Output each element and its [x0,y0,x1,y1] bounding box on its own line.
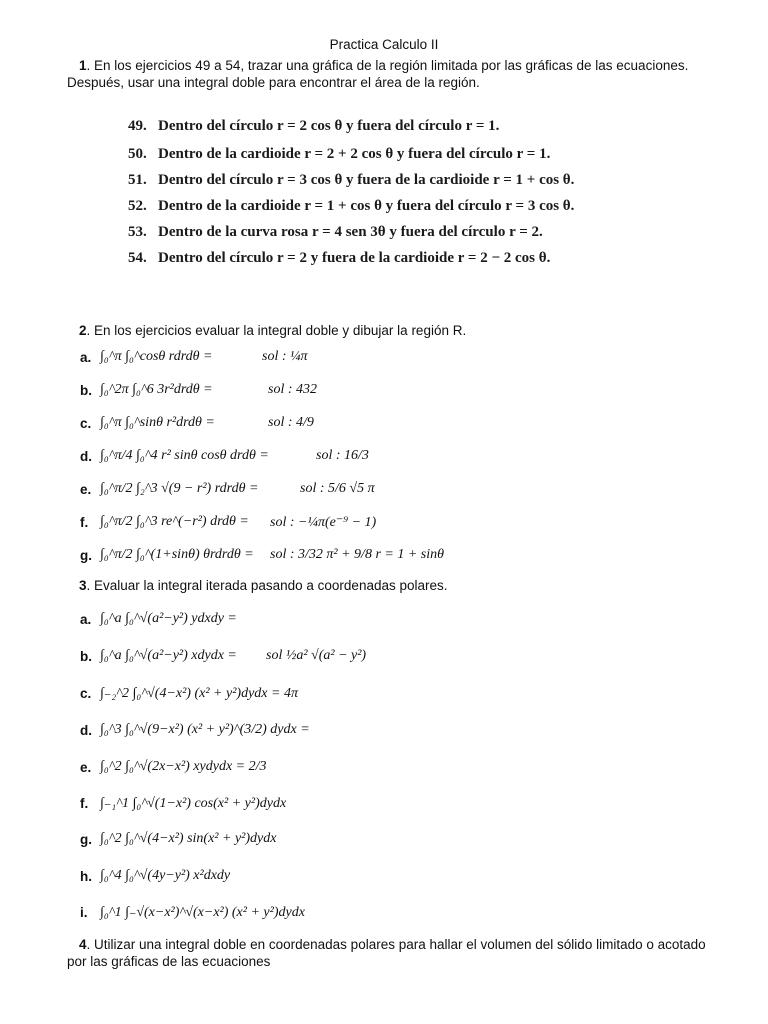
exercise-text: Dentro del círculo r = 2 cos θ y fuera del círculo r = 1. [158,118,500,134]
s3-item-e [80,752,267,782]
item-label: e. [80,481,92,497]
exercise-text: Dentro del círculo r = 3 cos θ y fuera de la cardioide r = 1 + cos θ. [158,172,575,188]
integral-expression: ∫₀^2 ∫₀^√(2x−x²) xydydx = 2/3 [100,759,267,774]
exercise-text: Dentro de la cardioide r = 1 + cos θ y fuera del círculo r = 3 cos θ. [158,198,575,214]
s3-item-b [80,641,237,671]
item-label: g. [80,831,92,847]
s2-item-d [80,441,269,471]
integral-expression: ∫₀^π/2 ∫₀^(1+sinθ) θrdrdθ = [100,547,254,562]
section-3-heading [67,577,707,594]
s2-solution-e: sol : 5/6 √5 π [300,481,375,496]
item-label: e. [80,759,92,775]
item-label: f. [80,795,89,811]
integral-expression: ∫₀^a ∫₀^√(a²−y²) xdydx = [100,648,237,663]
exercise-52 [128,194,608,218]
item-label: c. [80,415,92,431]
item-label: b. [80,648,92,664]
integral-expression: ∫₀^π ∫₀^sinθ r²drdθ = [100,415,215,430]
exercise-53 [128,220,608,244]
s2-item-e [80,474,258,504]
s2-solution-f: sol : −¼π(e⁻⁹ − 1) [270,515,377,530]
section-3-text: . Evaluar la integral iterada pasando a coordenadas polares. [86,578,448,593]
s3-solution-b: sol ½a² √(a² − y²) [266,648,367,663]
item-label: d. [80,722,92,738]
s2-solution-a: sol : ¼π [262,349,308,364]
section-4-paragraph [67,936,707,970]
integral-expression: ∫₀^2π ∫₀^6 3r²drdθ = [100,382,213,397]
exercise-54 [128,246,608,270]
integral-expression: ∫₋₂^2 ∫₀^√(4−x²) (x² + y²)dydx = 4π [100,685,298,701]
section-4-text: . Utilizar una integral doble en coordenadas polares para hallar el volumen del sólido limitado o acotado por las gráficas de las ecuaciones [67,937,706,969]
exercise-49 [128,114,608,138]
s2-item-a [80,342,212,372]
section-2-text: . En los ejercicios evaluar la integral doble y dibujar la región R. [86,323,467,338]
exercise-text: Dentro de la curva rosa r = 4 sen 3θ y fuera del círculo r = 2. [158,224,543,240]
s3-item-h [80,861,230,891]
s2-solution-b: sol : 432 [268,382,317,397]
integral-expression: ∫₀^π/2 ∫₂^3 √(9 − r²) rdrdθ = [100,481,259,496]
section-2-heading [67,322,707,339]
integral-expression: ∫₀^4 ∫₀^√(4y−y²) x²dxdy [100,868,231,883]
exercise-number: 53. [128,224,147,240]
item-label: a. [80,611,92,627]
exercise-number: 49. [128,118,147,134]
item-label: c. [80,685,92,701]
s2-item-b [80,375,213,405]
s2-item-f [80,507,249,537]
integral-expression: ∫₀^2 ∫₀^√(4−x²) sin(x² + y²)dydx [100,831,277,846]
exercise-number: 52. [128,198,147,214]
exercise-number: 51. [128,172,147,188]
s2-solution-d: sol : 16/3 [316,448,369,463]
s3-item-g [80,824,276,854]
integral-expression: ∫₋₁^1 ∫₀^√(1−x²) cos(x² + y²)dydx [100,795,287,811]
s2-solution-c: sol : 4/9 [268,415,314,430]
item-label: i. [80,904,88,920]
s3-item-c [80,678,298,708]
section-1-number: 1 [79,58,87,73]
item-label: b. [80,382,92,398]
integral-expression: ∫₀^π/4 ∫₀^4 r² sinθ cosθ drdθ = [100,448,269,463]
section-1-text: . En los ejercicios 49 a 54, trazar una gráfica de la región limitada por las gráficas de las ecuaciones. Después, usar una integral doble para encontrar el área de la región. [67,58,689,90]
integral-expression: ∫₀^π ∫₀^cosθ rdrdθ = [100,349,213,364]
integral-expression: ∫₀^3 ∫₀^√(9−x²) (x² + y²)^(3/2) dydx = [100,722,310,737]
integral-expression: ∫₀^1 ∫₋√(x−x²)^√(x−x²) (x² + y²)dydx [100,904,305,920]
exercise-51 [128,168,608,192]
section-3-number: 3 [79,578,87,593]
s3-item-i [80,897,305,927]
exercise-50 [128,142,608,166]
section-1-paragraph [67,57,707,91]
exercise-number: 54. [128,250,147,266]
s3-item-d [80,715,310,745]
s2-solution-g: sol : 3/32 π² + 9/8 r = 1 + sinθ [270,547,444,562]
s3-item-f [80,788,286,818]
item-label: g. [80,547,92,563]
section-2-number: 2 [79,323,87,338]
s2-item-c [80,408,215,438]
exercise-text: Dentro de la cardioide r = 2 + 2 cos θ y fuera del círculo r = 1. [158,146,551,162]
item-label: d. [80,448,92,464]
exercises-49-54-image [128,114,608,270]
item-label: h. [80,868,92,884]
exercise-number: 50. [128,146,147,162]
exercise-text: Dentro del círculo r = 2 y fuera de la cardioide r = 2 − 2 cos θ. [158,250,551,266]
s2-item-g [80,540,254,570]
item-label: f. [80,514,89,530]
integral-expression: ∫₀^a ∫₀^√(a²−y²) ydxdy = [100,611,237,626]
page-title: Practica Calculo II [329,37,439,52]
integral-expression: ∫₀^π/2 ∫₀^3 re^(−r²) drdθ = [100,514,249,529]
s3-item-a [80,604,237,634]
item-label: a. [80,349,92,365]
section-4-number: 4 [79,937,87,952]
